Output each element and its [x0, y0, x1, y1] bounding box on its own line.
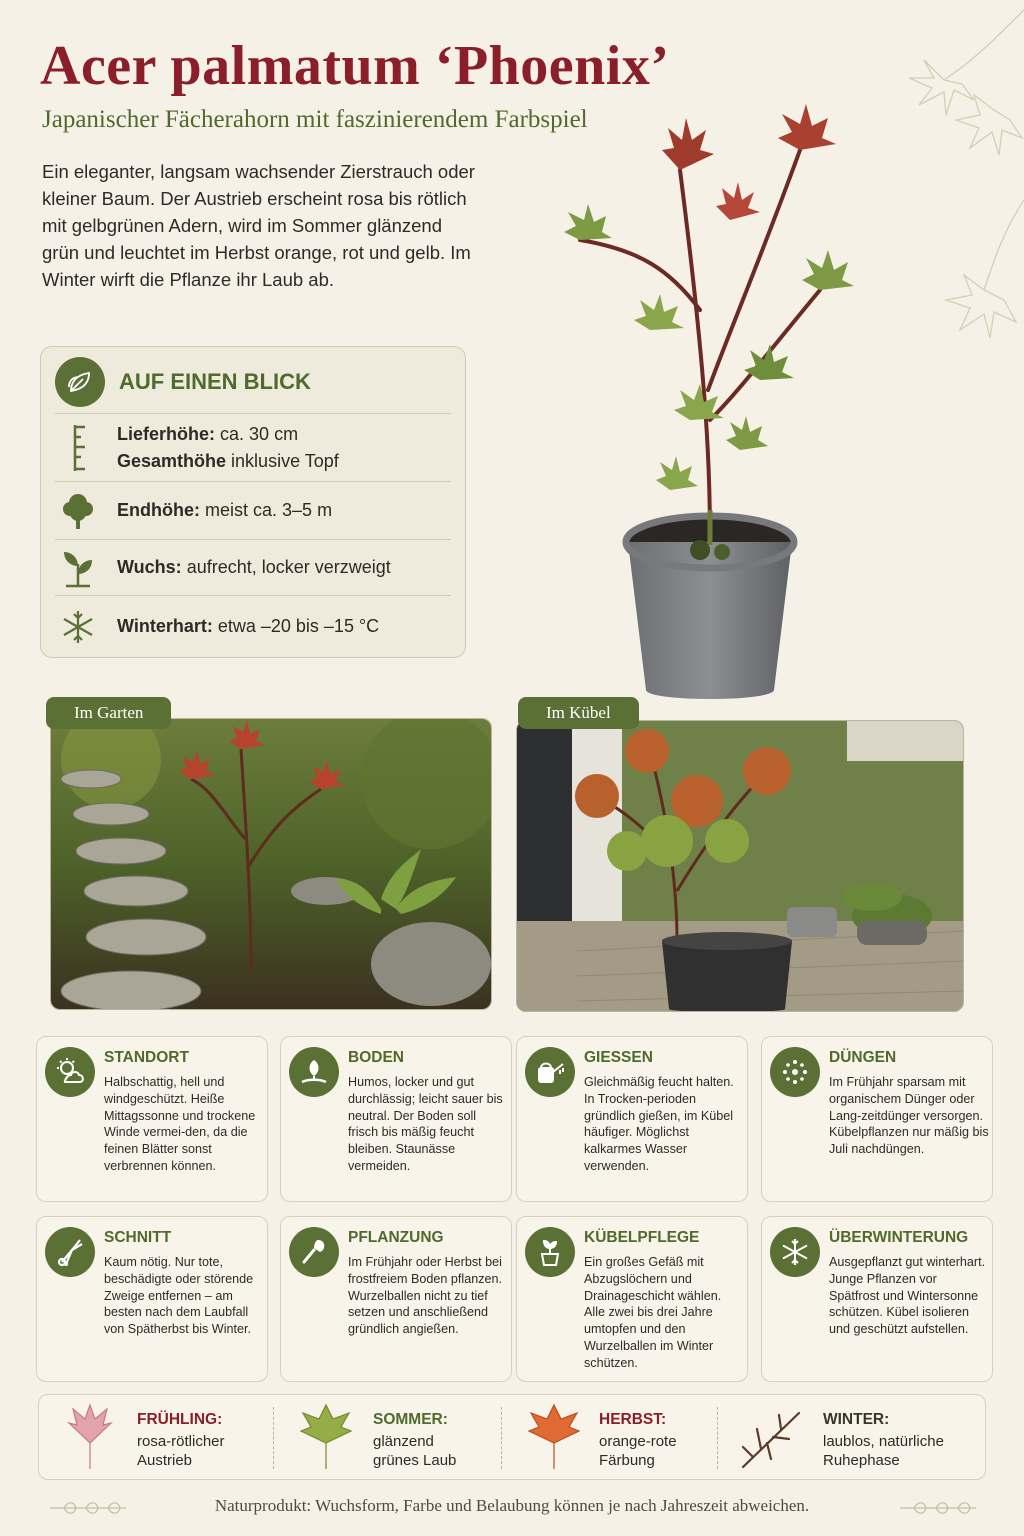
- season-divider: [717, 1407, 718, 1469]
- season-desc-line2: Ruhephase: [823, 1452, 900, 1469]
- seasons-bar: [38, 1394, 986, 1480]
- care-card-title: SCHNITT: [104, 1229, 172, 1246]
- season-desc-line2: Austrieb: [137, 1452, 193, 1469]
- glance-value: etwa –20 bis –15 °C: [217, 616, 380, 636]
- care-card-kuebelpflege: [516, 1216, 748, 1382]
- care-card-title: GIESSEN: [584, 1049, 653, 1066]
- care-card-text: Im Frühjahr sparsam mit organischem Dünger oder Lang-zeitdünger versorgen. Kübelpflanzen nur mäßig bis Juli nachdüngen.: [829, 1075, 989, 1157]
- care-card-title: DÜNGEN: [829, 1049, 897, 1066]
- garden-photo-tag: Im Garten: [46, 697, 171, 729]
- season-desc-line1: orange-rote: [599, 1433, 677, 1450]
- corner-leaf-decoration: [884, 0, 1024, 380]
- care-card-title: PFLANZUNG: [348, 1229, 444, 1246]
- care-card-giessen: [516, 1036, 748, 1202]
- glance-row-hardiness: [55, 595, 451, 657]
- care-card-text: Kaum nötig. Nur tote, beschädigte oder störende Zweige entfernen – am besten nach dem Laubfall von Spätherbst bis Winter.: [104, 1255, 254, 1337]
- ruler-icon: [55, 423, 101, 473]
- care-card-title: ÜBERWINTERUNG: [829, 1229, 969, 1246]
- care-card-text: Gleichmäßig feucht halten. In Trocken-perioden gründlich gießen, im Kübel häufiger. Möglichst kalkarmes Wasser verwenden.: [584, 1075, 734, 1173]
- pot-photo: [516, 720, 964, 1012]
- season-desc-line1: laublos, natürliche: [823, 1433, 944, 1450]
- care-card-text: Halbschattig, hell und windgeschützt. Heiße Mittagssonne und trockene Winde vermei-den, da die feinen Blätter sonst verbrennen können.: [104, 1075, 256, 1173]
- fertilizer-icon: [770, 1047, 820, 1097]
- care-card-title: STANDORT: [104, 1049, 189, 1066]
- glance-label: Lieferhöhe:: [117, 423, 216, 444]
- season-summer: [293, 1395, 523, 1481]
- pot-photo-tag: Im Kübel: [518, 697, 639, 729]
- trowel-icon: [289, 1227, 339, 1277]
- glance-label: Wuchs:: [117, 557, 182, 577]
- season-desc-line1: rosa-rötlicher: [137, 1433, 225, 1450]
- glance-value: meist ca. 3–5 m: [205, 500, 333, 520]
- glance-row-growth: [55, 539, 451, 595]
- sprig-decoration-right: [898, 1498, 978, 1518]
- garden-photo: [50, 718, 492, 1010]
- care-card-schnitt: [36, 1216, 268, 1382]
- watering-can-icon: [525, 1047, 575, 1097]
- season-autumn: [521, 1395, 721, 1481]
- season-winter: [737, 1395, 977, 1481]
- snowflake-icon: [770, 1227, 820, 1277]
- intro-text: Ein eleganter, langsam wachsender Zierstrauch oder kleiner Baum. Der Austrieb erscheint rosa bis rötlich mit gelbgrünen Adern, wird im Sommer glänzend grün und leuchtet im Herbst orange, rot und gelb. Im Winter wirft die Pflanze ihr Laub ab.: [42, 161, 475, 290]
- green-maple-leaf-icon: [293, 1403, 359, 1473]
- potted-plant-icon: [525, 1227, 575, 1277]
- care-card-title: BODEN: [348, 1049, 404, 1066]
- season-name: HERBST:: [599, 1411, 667, 1428]
- care-card-ueberwinterung: [761, 1216, 993, 1382]
- care-card-pflanzung: [280, 1216, 512, 1382]
- glance-value: aufrecht, locker verzweigt: [186, 557, 391, 577]
- season-spring: [57, 1395, 287, 1481]
- season-desc-line1: glänzend: [373, 1433, 434, 1450]
- glance-row-final-height: [55, 481, 451, 539]
- pink-maple-leaf-icon: [57, 1403, 123, 1473]
- season-desc-line2: grünes Laub: [373, 1452, 457, 1469]
- sprout-icon: [55, 548, 101, 588]
- at-a-glance-title: AUF EINEN BLICK: [119, 369, 311, 394]
- at-a-glance-box: [40, 346, 466, 658]
- glance-value: inklusive Topf: [231, 450, 339, 471]
- footer-note: Naturprodukt: Wuchsform, Farbe und Belaubung können je nach Jahreszeit abweichen.: [214, 1496, 810, 1515]
- season-name: WINTER:: [823, 1411, 890, 1428]
- page-subtitle: Japanischer Fächerahorn mit faszinierendem Farbspiel: [42, 106, 588, 133]
- care-card-boden: [280, 1036, 512, 1202]
- bare-branch-icon: [737, 1403, 807, 1473]
- pruning-shears-icon: [45, 1227, 95, 1277]
- care-card-title: KÜBELPFLEGE: [584, 1229, 700, 1246]
- care-card-text: Im Frühjahr oder Herbst bei frostfreiem Boden pflanzen. Wurzelballen nicht zu tief setzen und anschließend gründlich angießen.: [348, 1255, 503, 1337]
- season-name: FRÜHLING:: [137, 1411, 223, 1428]
- page-title: Acer palmatum ‘Phoenix’: [40, 35, 670, 97]
- plant-product-image: [560, 90, 860, 710]
- soil-sprout-icon: [289, 1047, 339, 1097]
- season-divider: [273, 1407, 274, 1469]
- glance-value: ca. 30 cm: [220, 423, 299, 444]
- care-card-text: Ein großes Gefäß mit Abzugslöchern und Drainageschicht wählen. Alle zwei bis drei Jahre umtopfen und den Wurzelballen im Winter schützen.: [584, 1255, 722, 1370]
- sun-cloud-icon: [45, 1047, 95, 1097]
- glance-label: Winterhart:: [117, 616, 213, 636]
- season-divider: [501, 1407, 502, 1469]
- leaves-icon: [55, 357, 105, 407]
- glance-row-height: [55, 413, 451, 481]
- orange-maple-leaf-icon: [521, 1403, 587, 1473]
- tree-icon: [55, 491, 101, 531]
- snowflake-icon: [55, 609, 101, 645]
- care-card-duengen: [761, 1036, 993, 1202]
- care-card-standort: [36, 1036, 268, 1202]
- at-a-glance-header: [55, 357, 311, 407]
- care-card-text: Humos, locker und gut durchlässig; leicht sauer bis neutral. Der Boden soll frisch bis mäßig feucht bleiben. Staunässe vermeiden.: [348, 1075, 503, 1173]
- glance-label: Endhöhe:: [117, 500, 200, 520]
- season-desc-line2: Färbung: [599, 1452, 655, 1469]
- season-name: SOMMER:: [373, 1411, 448, 1428]
- care-card-text: Ausgepflanzt gut winterhart. Junge Pflanzen vor Spätfrost und Wintersonne schützen. Kübel isolieren und geschützt aufstellen.: [829, 1255, 986, 1337]
- glance-label: Gesamthöhe: [117, 450, 227, 471]
